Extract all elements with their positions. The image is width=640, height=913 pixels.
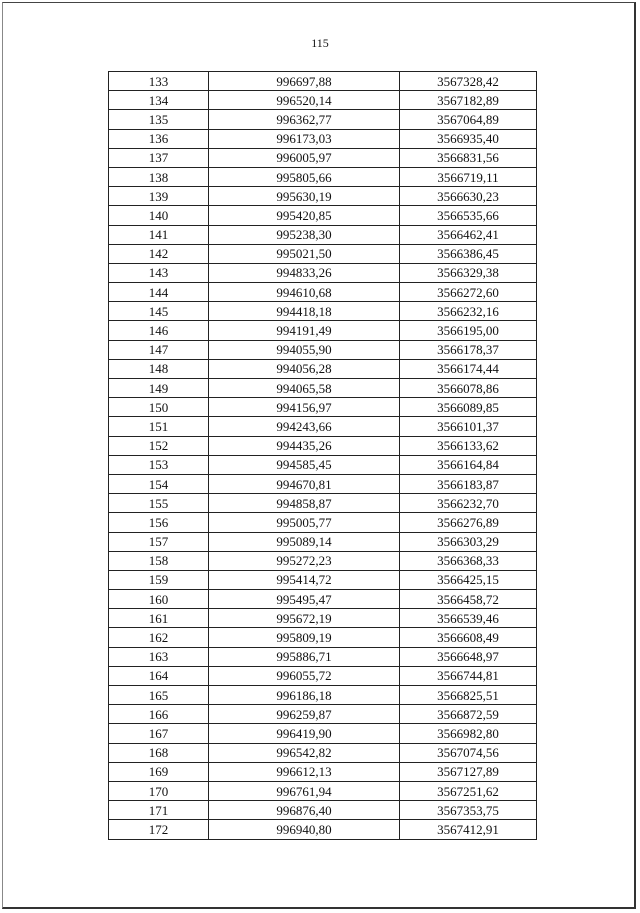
x-coordinate-cell: 994056,28 bbox=[209, 359, 400, 378]
y-coordinate-cell: 3566425,15 bbox=[400, 570, 537, 589]
table-row bbox=[109, 532, 537, 551]
y-coordinate-cell: 3567182,89 bbox=[400, 91, 537, 110]
y-coordinate-cell: 3567127,89 bbox=[400, 762, 537, 781]
y-coordinate-cell: 3566825,51 bbox=[400, 686, 537, 705]
y-coordinate-cell: 3566303,29 bbox=[400, 532, 537, 551]
point-number-cell: 167 bbox=[109, 724, 209, 743]
point-number-cell: 172 bbox=[109, 820, 209, 839]
point-number-cell: 152 bbox=[109, 436, 209, 455]
point-number-cell: 150 bbox=[109, 398, 209, 417]
table-row bbox=[109, 474, 537, 493]
y-coordinate-cell: 3566386,45 bbox=[400, 244, 537, 263]
table-row bbox=[109, 781, 537, 800]
table-row bbox=[109, 302, 537, 321]
x-coordinate-cell: 996520,14 bbox=[209, 91, 400, 110]
point-number-cell: 157 bbox=[109, 532, 209, 551]
point-number-cell: 146 bbox=[109, 321, 209, 340]
x-coordinate-cell: 996419,90 bbox=[209, 724, 400, 743]
x-coordinate-cell: 996186,18 bbox=[209, 686, 400, 705]
point-number-cell: 138 bbox=[109, 167, 209, 186]
point-number-cell: 134 bbox=[109, 91, 209, 110]
x-coordinate-cell: 996612,13 bbox=[209, 762, 400, 781]
y-coordinate-cell: 3566329,38 bbox=[400, 263, 537, 282]
x-coordinate-cell: 996055,72 bbox=[209, 666, 400, 685]
x-coordinate-cell: 995089,14 bbox=[209, 532, 400, 551]
y-coordinate-cell: 3567328,42 bbox=[400, 72, 537, 91]
table-row bbox=[109, 570, 537, 589]
x-coordinate-cell: 996362,77 bbox=[209, 110, 400, 129]
x-coordinate-cell: 994858,87 bbox=[209, 494, 400, 513]
point-number-cell: 135 bbox=[109, 110, 209, 129]
table-row bbox=[109, 705, 537, 724]
point-number-cell: 161 bbox=[109, 609, 209, 628]
x-coordinate-cell: 996259,87 bbox=[209, 705, 400, 724]
y-coordinate-cell: 3566133,62 bbox=[400, 436, 537, 455]
y-coordinate-cell: 3566744,81 bbox=[400, 666, 537, 685]
y-coordinate-cell: 3566089,85 bbox=[400, 398, 537, 417]
table-row bbox=[109, 225, 537, 244]
table-row bbox=[109, 590, 537, 609]
point-number-cell: 169 bbox=[109, 762, 209, 781]
table-row bbox=[109, 686, 537, 705]
table-row bbox=[109, 129, 537, 148]
y-coordinate-cell: 3566232,16 bbox=[400, 302, 537, 321]
table-row bbox=[109, 609, 537, 628]
table-row bbox=[109, 743, 537, 762]
page-number: 115 bbox=[311, 36, 329, 50]
x-coordinate-cell: 995886,71 bbox=[209, 647, 400, 666]
point-number-cell: 155 bbox=[109, 494, 209, 513]
table-row bbox=[109, 187, 537, 206]
point-number-cell: 140 bbox=[109, 206, 209, 225]
point-number-cell: 166 bbox=[109, 705, 209, 724]
table-row bbox=[109, 167, 537, 186]
point-number-cell: 164 bbox=[109, 666, 209, 685]
y-coordinate-cell: 3566276,89 bbox=[400, 513, 537, 532]
x-coordinate-cell: 995021,50 bbox=[209, 244, 400, 263]
table-row bbox=[109, 321, 537, 340]
point-number-cell: 171 bbox=[109, 801, 209, 820]
y-coordinate-cell: 3566232,70 bbox=[400, 494, 537, 513]
table-row bbox=[109, 379, 537, 398]
x-coordinate-cell: 994833,26 bbox=[209, 263, 400, 282]
coordinates-table bbox=[108, 71, 537, 840]
table-row bbox=[109, 436, 537, 455]
y-coordinate-cell: 3566458,72 bbox=[400, 590, 537, 609]
point-number-cell: 159 bbox=[109, 570, 209, 589]
table-row bbox=[109, 244, 537, 263]
point-number-cell: 158 bbox=[109, 551, 209, 570]
x-coordinate-cell: 994610,68 bbox=[209, 283, 400, 302]
y-coordinate-cell: 3566831,56 bbox=[400, 148, 537, 167]
table-row bbox=[109, 91, 537, 110]
y-coordinate-cell: 3566630,23 bbox=[400, 187, 537, 206]
point-number-cell: 149 bbox=[109, 379, 209, 398]
x-coordinate-cell: 996542,82 bbox=[209, 743, 400, 762]
x-coordinate-cell: 996940,80 bbox=[209, 820, 400, 839]
x-coordinate-cell: 995809,19 bbox=[209, 628, 400, 647]
y-coordinate-cell: 3566648,97 bbox=[400, 647, 537, 666]
point-number-cell: 162 bbox=[109, 628, 209, 647]
point-number-cell: 136 bbox=[109, 129, 209, 148]
table-row bbox=[109, 263, 537, 282]
point-number-cell: 168 bbox=[109, 743, 209, 762]
x-coordinate-cell: 996876,40 bbox=[209, 801, 400, 820]
y-coordinate-cell: 3567064,89 bbox=[400, 110, 537, 129]
table-row bbox=[109, 110, 537, 129]
point-number-cell: 165 bbox=[109, 686, 209, 705]
point-number-cell: 139 bbox=[109, 187, 209, 206]
point-number-cell: 154 bbox=[109, 474, 209, 493]
y-coordinate-cell: 3566719,11 bbox=[400, 167, 537, 186]
x-coordinate-cell: 994418,18 bbox=[209, 302, 400, 321]
table-row bbox=[109, 513, 537, 532]
y-coordinate-cell: 3566535,66 bbox=[400, 206, 537, 225]
table-row bbox=[109, 820, 537, 839]
y-coordinate-cell: 3566174,44 bbox=[400, 359, 537, 378]
point-number-cell: 145 bbox=[109, 302, 209, 321]
table-row bbox=[109, 72, 537, 91]
point-number-cell: 142 bbox=[109, 244, 209, 263]
x-coordinate-cell: 994055,90 bbox=[209, 340, 400, 359]
table-row bbox=[109, 494, 537, 513]
table-row bbox=[109, 148, 537, 167]
y-coordinate-cell: 3567412,91 bbox=[400, 820, 537, 839]
point-number-cell: 144 bbox=[109, 283, 209, 302]
point-number-cell: 141 bbox=[109, 225, 209, 244]
table-row bbox=[109, 417, 537, 436]
x-coordinate-cell: 994065,58 bbox=[209, 379, 400, 398]
y-coordinate-cell: 3566608,49 bbox=[400, 628, 537, 647]
y-coordinate-cell: 3566272,60 bbox=[400, 283, 537, 302]
y-coordinate-cell: 3567251,62 bbox=[400, 781, 537, 800]
x-coordinate-cell: 995420,85 bbox=[209, 206, 400, 225]
point-number-cell: 151 bbox=[109, 417, 209, 436]
table-row bbox=[109, 801, 537, 820]
y-coordinate-cell: 3566164,84 bbox=[400, 455, 537, 474]
table-row bbox=[109, 628, 537, 647]
x-coordinate-cell: 994585,45 bbox=[209, 455, 400, 474]
y-coordinate-cell: 3566368,33 bbox=[400, 551, 537, 570]
y-coordinate-cell: 3566178,37 bbox=[400, 340, 537, 359]
x-coordinate-cell: 996697,88 bbox=[209, 72, 400, 91]
table-row bbox=[109, 455, 537, 474]
table-row bbox=[109, 398, 537, 417]
table-row bbox=[109, 724, 537, 743]
point-number-cell: 163 bbox=[109, 647, 209, 666]
x-coordinate-cell: 994243,66 bbox=[209, 417, 400, 436]
point-number-cell: 133 bbox=[109, 72, 209, 91]
point-number-cell: 170 bbox=[109, 781, 209, 800]
y-coordinate-cell: 3567074,56 bbox=[400, 743, 537, 762]
table-row bbox=[109, 359, 537, 378]
coordinates-table-body bbox=[109, 72, 537, 840]
x-coordinate-cell: 994191,49 bbox=[209, 321, 400, 340]
point-number-cell: 156 bbox=[109, 513, 209, 532]
x-coordinate-cell: 995630,19 bbox=[209, 187, 400, 206]
y-coordinate-cell: 3566101,37 bbox=[400, 417, 537, 436]
x-coordinate-cell: 995414,72 bbox=[209, 570, 400, 589]
x-coordinate-cell: 995272,23 bbox=[209, 551, 400, 570]
y-coordinate-cell: 3566872,59 bbox=[400, 705, 537, 724]
table-row bbox=[109, 647, 537, 666]
y-coordinate-cell: 3566183,87 bbox=[400, 474, 537, 493]
y-coordinate-cell: 3566982,80 bbox=[400, 724, 537, 743]
y-coordinate-cell: 3566539,46 bbox=[400, 609, 537, 628]
y-coordinate-cell: 3567353,75 bbox=[400, 801, 537, 820]
x-coordinate-cell: 996005,97 bbox=[209, 148, 400, 167]
point-number-cell: 153 bbox=[109, 455, 209, 474]
table-row bbox=[109, 206, 537, 225]
table-row bbox=[109, 762, 537, 781]
x-coordinate-cell: 994670,81 bbox=[209, 474, 400, 493]
x-coordinate-cell: 995495,47 bbox=[209, 590, 400, 609]
y-coordinate-cell: 3566078,86 bbox=[400, 379, 537, 398]
point-number-cell: 137 bbox=[109, 148, 209, 167]
point-number-cell: 147 bbox=[109, 340, 209, 359]
x-coordinate-cell: 995238,30 bbox=[209, 225, 400, 244]
x-coordinate-cell: 996761,94 bbox=[209, 781, 400, 800]
x-coordinate-cell: 996173,03 bbox=[209, 129, 400, 148]
y-coordinate-cell: 3566935,40 bbox=[400, 129, 537, 148]
x-coordinate-cell: 995672,19 bbox=[209, 609, 400, 628]
table-row bbox=[109, 283, 537, 302]
point-number-cell: 148 bbox=[109, 359, 209, 378]
x-coordinate-cell: 994435,26 bbox=[209, 436, 400, 455]
x-coordinate-cell: 995005,77 bbox=[209, 513, 400, 532]
point-number-cell: 143 bbox=[109, 263, 209, 282]
table-row bbox=[109, 340, 537, 359]
point-number-cell: 160 bbox=[109, 590, 209, 609]
x-coordinate-cell: 995805,66 bbox=[209, 167, 400, 186]
table-row bbox=[109, 666, 537, 685]
x-coordinate-cell: 994156,97 bbox=[209, 398, 400, 417]
y-coordinate-cell: 3566462,41 bbox=[400, 225, 537, 244]
y-coordinate-cell: 3566195,00 bbox=[400, 321, 537, 340]
table-row bbox=[109, 551, 537, 570]
